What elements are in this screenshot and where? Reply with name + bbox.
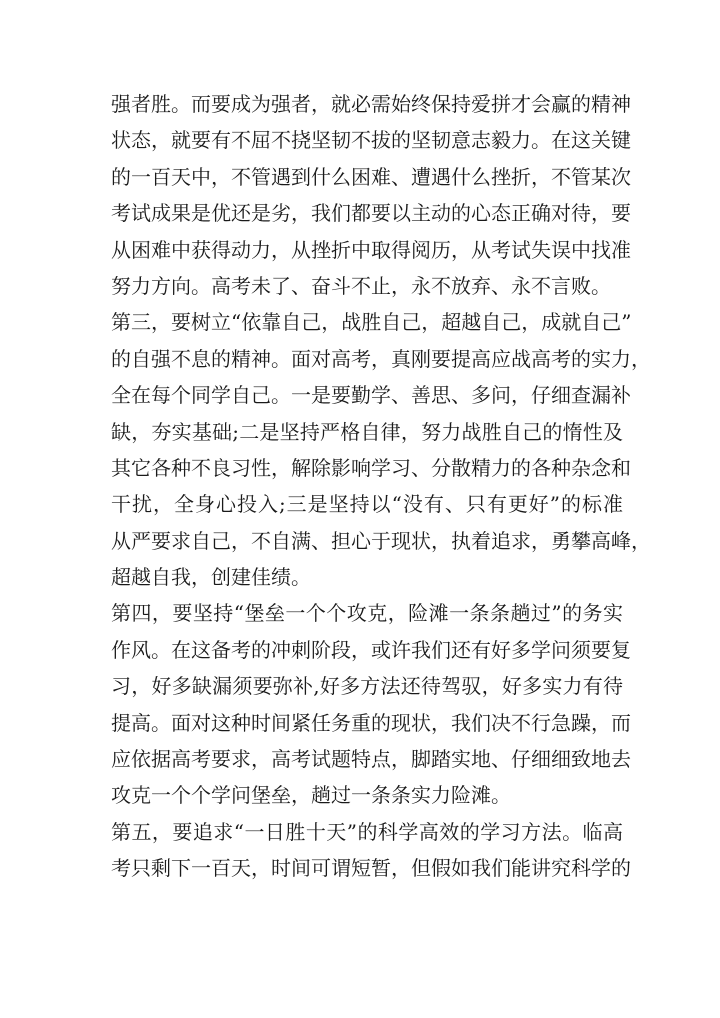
text-line: 强者胜。而要成为强者，就必需始终保持爱拼才会赢的精神 xyxy=(111,92,631,116)
text-line: 作风。在这备考的冲刺阶段，或许我们还有好多学问须要复 xyxy=(111,637,631,662)
text-line: 第五，要追求“一日胜十天”的科学高效的学习方法。临高 xyxy=(111,819,623,844)
text-line: 全在每个同学自己。一是要勤学、善思、多问，仔细查漏补 xyxy=(111,383,631,408)
text-line: 其它各种不良习性，解除影响学习、分散精力的各种杂念和 xyxy=(111,455,631,480)
text-line: 考只剩下一百天，时间可谓短暂，但假如我们能讲究科学的 xyxy=(111,856,631,881)
text-line: 习，好多缺漏须要弥补,好多方法还待驾驭，好多实力有待 xyxy=(111,674,623,699)
text-line: 的一百天中，不管遇到什么困难、遭遇什么挫折，不管某次 xyxy=(111,164,631,189)
text-line: 第三，要树立“依靠自己，战胜自己，超越自己，成就自己” xyxy=(111,310,632,335)
text-line: 考试成果是优还是劣，我们都要以主动的心态正确对待，要 xyxy=(111,201,631,226)
text-line: 第四，要坚持“堡垒一个个攻克，险滩一条条趟过”的务实 xyxy=(111,601,623,626)
text-line: 状态，就要有不屈不挠坚韧不拔的坚韧意志毅力。在这关键 xyxy=(111,128,631,153)
text-line: 从困难中获得动力，从挫折中取得阅历，从考试失误中找准 xyxy=(111,237,631,262)
text-line: 干扰，全身心投入;三是坚持以“没有、只有更好”的标准 xyxy=(111,492,623,517)
text-line: 提高。面对这种时间紧任务重的现状，我们决不行急躁，而 xyxy=(111,710,631,735)
text-line: 应依据高考要求，高考试题特点，脚踏实地、仔细细致地去 xyxy=(111,747,631,772)
text-line: 攻克一个个学问堡垒，趟过一条条实力险滩。 xyxy=(111,783,511,808)
text-line: 从严要求自己，不自满、担心于现状，执着追求，勇攀高峰， xyxy=(111,528,651,553)
text-line: 超越自我，创建佳绩。 xyxy=(111,565,311,590)
text-line: 努力方向。高考未了、奋斗不止，永不放弃、永不言败。 xyxy=(111,273,611,298)
body-text xyxy=(111,86,651,887)
text-line: 缺，夯实基础;二是坚持严格自律，努力战胜自己的惰性及 xyxy=(111,419,623,444)
text-line: 的自强不息的精神。面对高考，真刚要提高应战高考的实力， xyxy=(111,346,651,371)
